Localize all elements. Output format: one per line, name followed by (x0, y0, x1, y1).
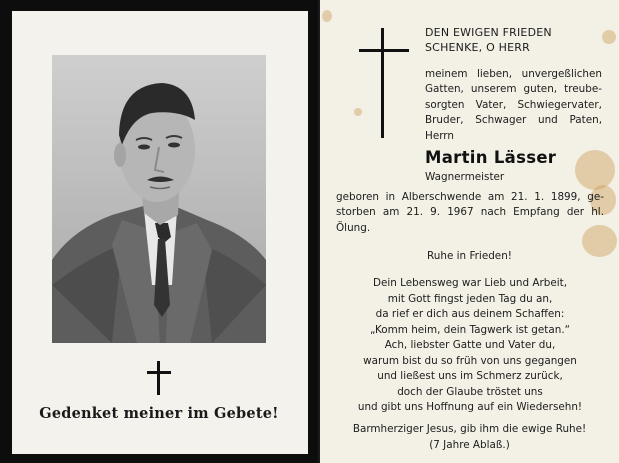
stain (322, 10, 332, 22)
poem-line: mit Gott fingst jeden Tag du an, (387, 292, 553, 305)
dates-line: storben am 21. 9. 1967 nach Empfang der hl. (336, 206, 604, 219)
poem (336, 276, 604, 416)
cross-icon (147, 361, 171, 395)
cross-icon (359, 28, 409, 138)
dedication-line: meinem lieben, unvergeßlichen (425, 68, 602, 80)
heading-line: SCHENKE, O HERR (425, 41, 530, 54)
prayer (320, 422, 619, 453)
rest-in-peace: Ruhe in Frieden! (427, 250, 512, 262)
poem-line: und ließest uns im Schmerz zurück, (377, 370, 563, 382)
dedication (425, 67, 602, 144)
poem-line: da rief er dich aus deinem Schaffen: (375, 308, 565, 320)
life-dates (336, 190, 604, 236)
dates-line: geboren in Alberschwende am 21. 1. 1899, ge- (336, 191, 604, 203)
poem-line: Ach, liebster Gatte und Vater du, (384, 339, 556, 351)
dedication-line: Gatten, unserem guten, treube- (425, 83, 602, 96)
dedication-line: Bruder, Schwager und Paten, (425, 114, 602, 127)
heading-line: DEN EWIGEN FRIEDEN (425, 26, 552, 39)
poem-line: doch der Glaube tröstet uns (397, 385, 543, 398)
motto-text: Gedenket meiner im Gebete! (39, 405, 279, 422)
heading (425, 25, 552, 55)
occupation: Wagnermeister (425, 171, 505, 183)
dates-line: Ölung. (336, 221, 371, 234)
stain (575, 150, 615, 190)
poem-line: Dein Lebensweg war Lieb und Arbeit, (372, 277, 568, 289)
dedication-line: Herrn (425, 129, 454, 142)
poem-line: und gibt uns Hoffnung auf ein Wiedersehn! (357, 401, 583, 413)
deceased-name: Martin Lässer (425, 148, 557, 167)
poem-line: „Komm heim, dein Tagwerk ist getan.“ (369, 323, 571, 336)
prayer-line: Barmherziger Jesus, gib ihm die ewige Ruhe! (352, 423, 587, 435)
portrait-photo (52, 55, 266, 343)
stain (602, 30, 616, 44)
poem-line: warum bist du so früh von uns gegangen (363, 354, 577, 367)
dedication-line: sorgten Vater, Schwiegervater, (425, 98, 602, 111)
prayer-line: (7 Jahre Ablaß.) (429, 438, 510, 451)
portrait-image (52, 55, 266, 343)
